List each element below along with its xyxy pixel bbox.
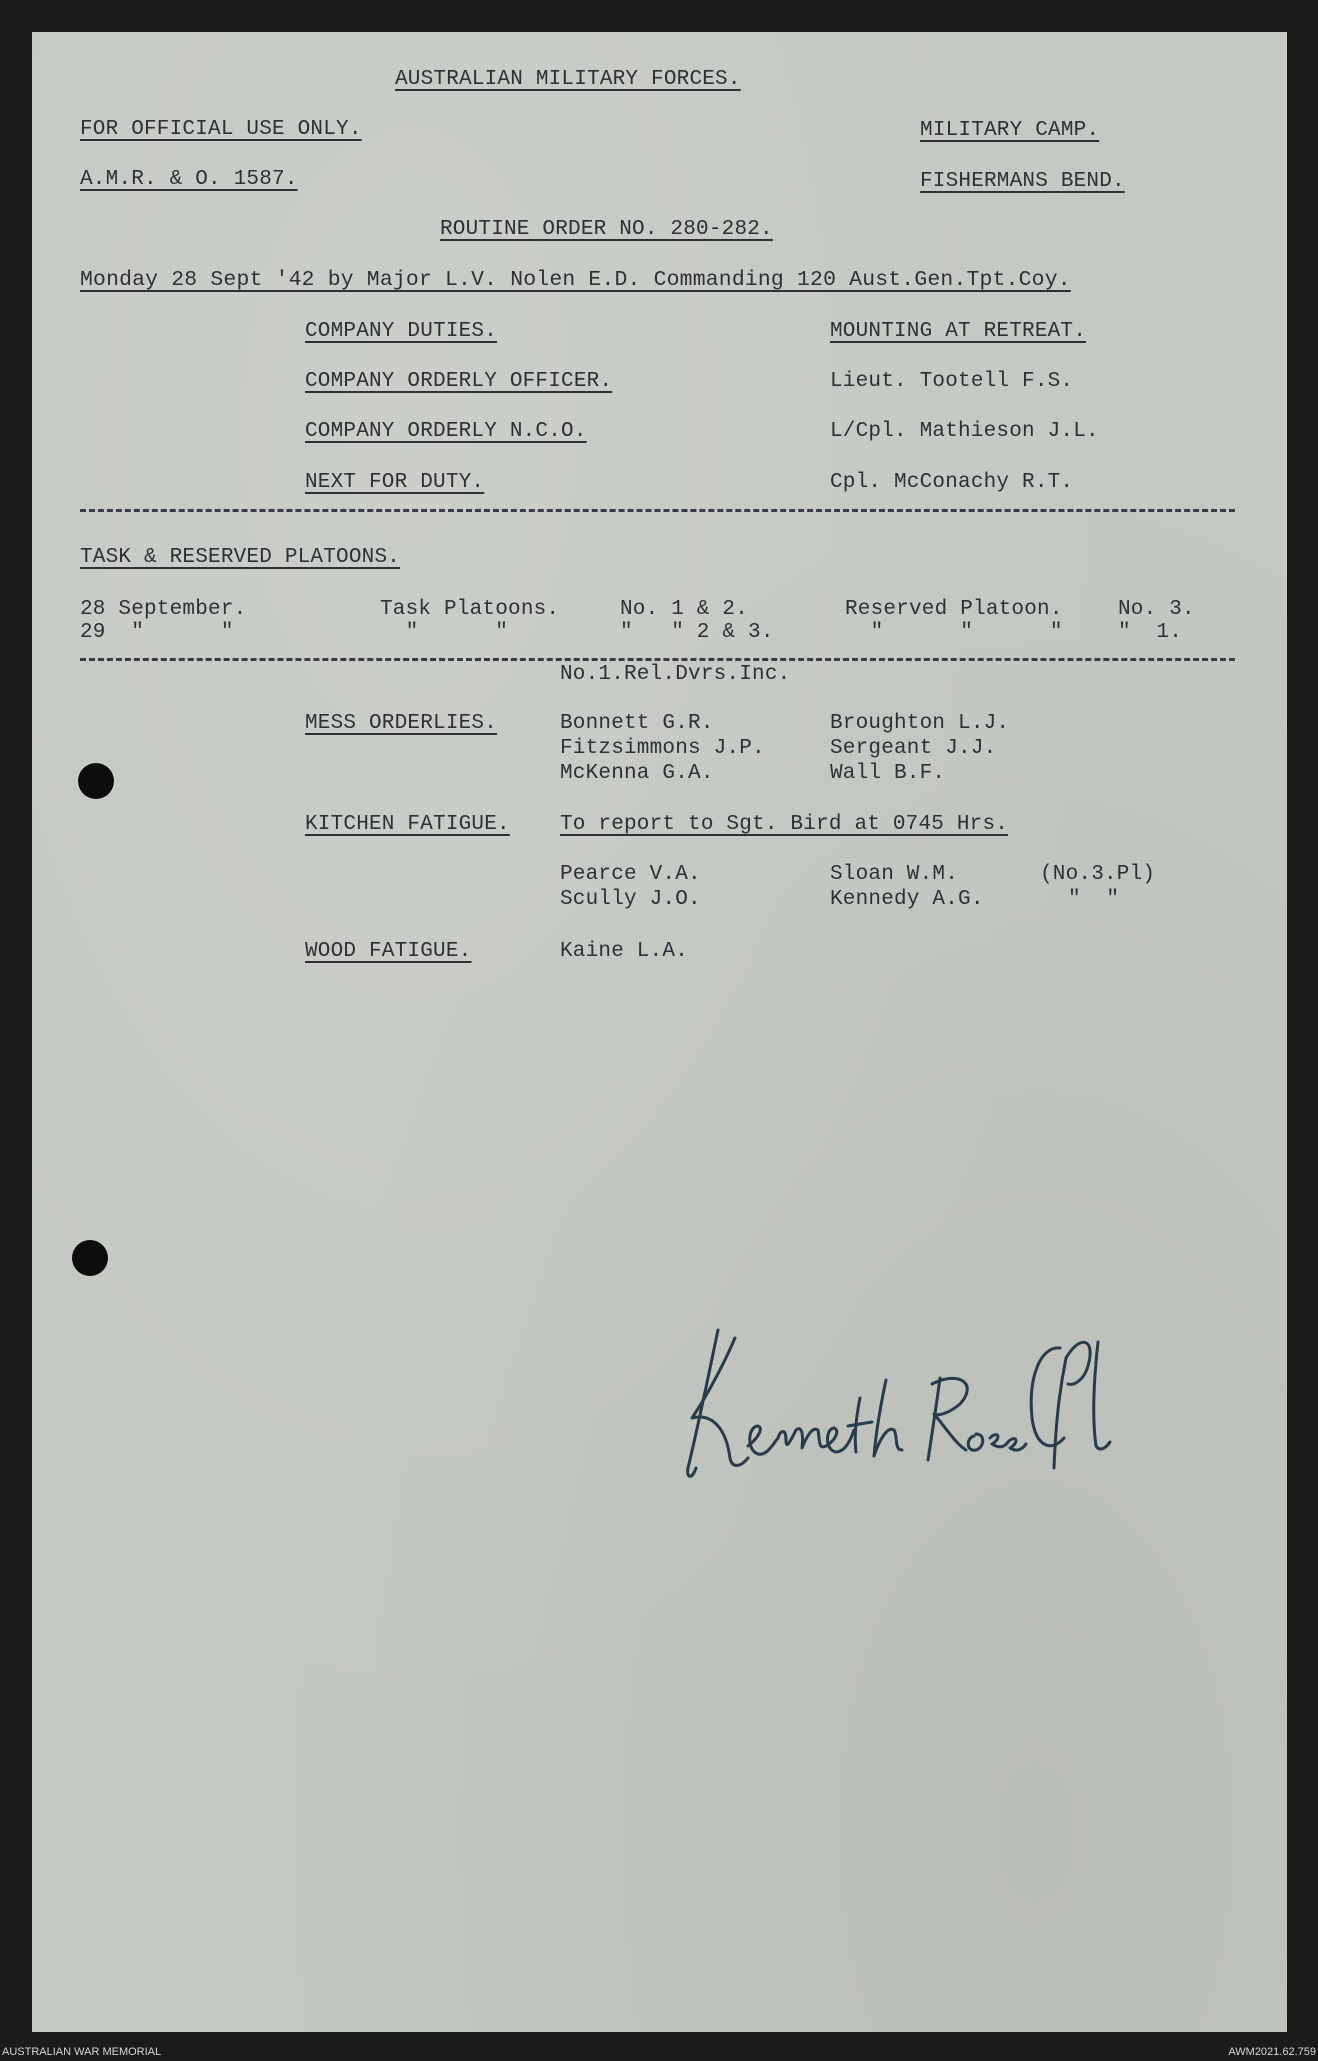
platoons-heading: TASK & RESERVED PLATOONS. bbox=[80, 546, 401, 569]
duty-orderly-nco: COMPANY ORDERLY N.C.O. bbox=[305, 420, 587, 443]
duty-orderly-officer-name: Lieut. Tootell F.S. bbox=[830, 370, 1074, 393]
kitchen-fatigue-note: (No.3.Pl) bbox=[1040, 863, 1156, 886]
location-label: FISHERMANS BEND. bbox=[920, 170, 1125, 193]
document-title: AUSTRALIAN MILITARY FORCES. bbox=[395, 68, 741, 91]
kitchen-fatigue-heading: KITCHEN FATIGUE. bbox=[305, 813, 510, 836]
platoon-date: 29 " " bbox=[80, 621, 234, 644]
signature bbox=[640, 1318, 1120, 1488]
duty-next-for-duty: NEXT FOR DUTY. bbox=[305, 471, 485, 494]
reference-number: A.M.R. & O. 1587. bbox=[80, 168, 298, 191]
mess-orderly: Wall B.F. bbox=[830, 762, 946, 785]
mess-orderly: Broughton L.J. bbox=[830, 712, 1010, 735]
kitchen-fatigue-note: " " bbox=[1068, 888, 1120, 911]
duty-orderly-nco-name: L/Cpl. Mathieson J.L. bbox=[830, 420, 1099, 443]
platoon-task-label: Task Platoons. bbox=[380, 598, 560, 621]
platoon-task-number: " " 2 & 3. bbox=[620, 621, 774, 644]
dashed-divider bbox=[80, 658, 1235, 661]
routine-order-number: ROUTINE ORDER NO. 280-282. bbox=[440, 218, 773, 241]
mess-orderly: Sergeant J.J. bbox=[830, 737, 997, 760]
platoon-task-label: " " bbox=[380, 621, 509, 644]
wood-fatigue-heading: WOOD FATIGUE. bbox=[305, 940, 472, 963]
company-duties-heading: COMPANY DUTIES. bbox=[305, 320, 498, 343]
date-line: Monday 28 Sept '42 by Major L.V. Nolen E.D. Commanding 120 Aust.Gen.Tpt.Coy. bbox=[80, 268, 1071, 292]
platoon-reserved-number: No. 3. bbox=[1118, 598, 1195, 621]
footer-archive-name: AUSTRALIAN WAR MEMORIAL bbox=[2, 2046, 162, 2058]
camp-label: MILITARY CAMP. bbox=[920, 119, 1100, 142]
wood-fatigue-member: Kaine L.A. bbox=[560, 940, 689, 963]
document-page bbox=[32, 32, 1287, 2032]
kitchen-fatigue-member: Kennedy A.G. bbox=[830, 888, 984, 911]
mess-orderly: McKenna G.A. bbox=[560, 762, 714, 785]
punch-hole bbox=[78, 763, 114, 799]
platoon-task-number: No. 1 & 2. bbox=[620, 598, 749, 621]
mess-orderly: Bonnett G.R. bbox=[560, 712, 714, 735]
kitchen-fatigue-instruction: To report to Sgt. Bird at 0745 Hrs. bbox=[560, 813, 1009, 836]
platoon-reserved-number: " 1. bbox=[1118, 621, 1183, 644]
kitchen-fatigue-member: Sloan W.M. bbox=[830, 863, 959, 886]
mess-orderly: Fitzsimmons J.P. bbox=[560, 737, 765, 760]
duty-orderly-officer: COMPANY ORDERLY OFFICER. bbox=[305, 370, 613, 393]
mess-orderlies-heading: MESS ORDERLIES. bbox=[305, 712, 498, 735]
platoon-reserved-label: " " " bbox=[845, 621, 1063, 644]
platoon-date: 28 September. bbox=[80, 598, 247, 621]
mounting-heading: MOUNTING AT RETREAT. bbox=[830, 320, 1087, 343]
platoon-reserved-label: Reserved Platoon. bbox=[845, 598, 1063, 621]
official-use-label: FOR OFFICIAL USE ONLY. bbox=[80, 118, 362, 141]
kitchen-fatigue-member: Pearce V.A. bbox=[560, 863, 701, 886]
kitchen-fatigue-member: Scully J.O. bbox=[560, 888, 701, 911]
relief-drivers-note: No.1.Rel.Dvrs.Inc. bbox=[560, 663, 791, 686]
duty-next-for-duty-name: Cpl. McConachy R.T. bbox=[830, 471, 1074, 494]
dashed-divider bbox=[80, 509, 1235, 512]
punch-hole bbox=[72, 1240, 108, 1276]
footer-reference-number: AWM2021.62.759 bbox=[1228, 2046, 1316, 2058]
